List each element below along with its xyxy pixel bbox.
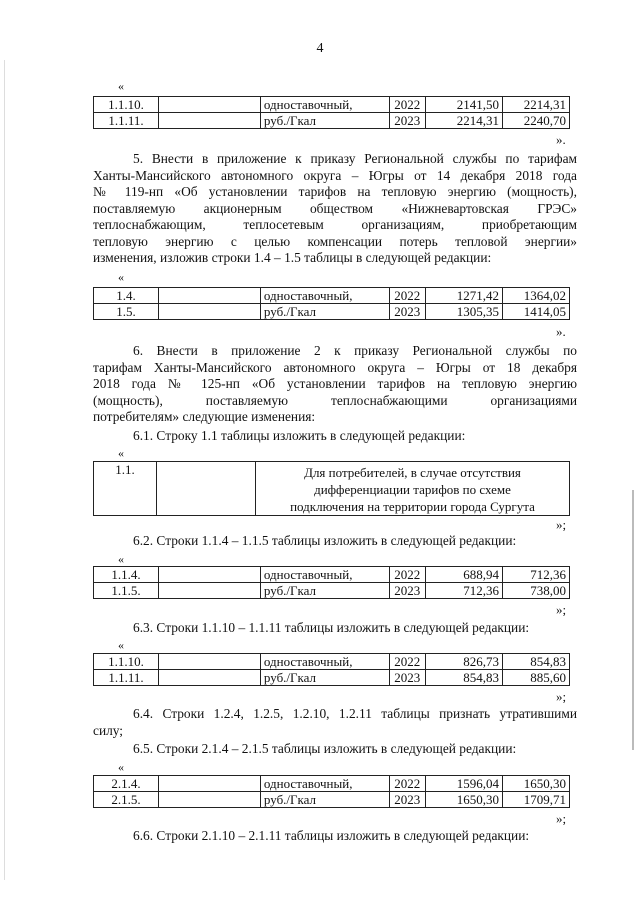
text-line: 2018 года № 125-нп «Об установлении тарифов на тепловую энергию	[93, 376, 577, 391]
blank-cell	[158, 97, 260, 113]
description-cell	[256, 462, 570, 516]
text-line: (мощность), поставляемую теплоснабжающими организациями	[93, 392, 577, 408]
blank-cell	[158, 654, 260, 670]
quote-open: «	[118, 760, 124, 774]
text-line: № 119-нп «Об установлении тарифов на тепловую энергию (мощность),	[93, 184, 577, 199]
quote-close: »;	[556, 811, 567, 826]
text-line: тепловую энергию с целью компенсации потерь тепловой энергии»	[93, 233, 577, 249]
row-number: 1.1.11.	[94, 113, 159, 129]
table-row	[94, 583, 570, 599]
paragraph-item-6-6: 6.6. Строки 2.1.10 – 2.1.11 таблицы изложить в следующей редакции:	[133, 828, 530, 843]
value-2: 2240,70	[503, 113, 570, 129]
tariff-type: одноставочный,	[260, 288, 389, 304]
text-line: изменения, изложив строки 1.4 – 1.5 таблицы в следующей редакции:	[93, 250, 492, 265]
value-2: 2214,31	[503, 97, 570, 113]
table-row	[94, 792, 570, 808]
quote-close: ».	[556, 324, 566, 339]
row-number: 1.4.	[94, 288, 159, 304]
table-item-6-3	[93, 653, 570, 686]
tariff-type: одноставочный,	[260, 97, 389, 113]
year: 2022	[389, 567, 425, 583]
year: 2023	[389, 304, 425, 320]
value-1: 1271,42	[425, 288, 502, 304]
table-item-6-2	[93, 566, 570, 599]
year: 2022	[389, 776, 425, 792]
row-number: 1.5.	[94, 304, 159, 320]
quote-close: »;	[556, 689, 567, 704]
scan-edge-mark	[4, 60, 5, 880]
description-line: подключения на территории города Сургута	[290, 499, 535, 514]
value-1: 712,36	[425, 583, 502, 599]
table-row	[94, 567, 570, 583]
tariff-type: руб./Гкал	[260, 113, 389, 129]
year: 2023	[389, 583, 425, 599]
row-number: 2.1.4.	[94, 776, 159, 792]
blank-cell	[158, 288, 260, 304]
value-2: 885,60	[503, 670, 570, 686]
year: 2022	[389, 288, 425, 304]
row-number: 1.1.10.	[94, 654, 159, 670]
value-1: 2141,50	[425, 97, 502, 113]
blank-cell	[158, 583, 260, 599]
paragraph-item-6	[93, 343, 577, 426]
blank-cell	[158, 304, 260, 320]
table-row	[94, 462, 570, 516]
value-1: 688,94	[425, 567, 502, 583]
tariff-type: руб./Гкал	[260, 670, 389, 686]
quote-open: «	[118, 79, 124, 93]
year: 2022	[389, 654, 425, 670]
value-1: 854,83	[425, 670, 502, 686]
paragraph-item-6-5: 6.5. Строки 2.1.4 – 2.1.5 таблицы изложить в следующей редакции:	[133, 741, 517, 756]
paragraph-item-6-1: 6.1. Строку 1.1 таблицы изложить в следующей редакции:	[133, 428, 466, 443]
quote-open: «	[118, 270, 124, 284]
value-1: 1596,04	[425, 776, 502, 792]
blank-cell	[157, 462, 256, 516]
blank-cell	[158, 113, 260, 129]
value-2: 712,36	[503, 567, 570, 583]
table-row	[94, 113, 570, 129]
table-row	[94, 654, 570, 670]
quote-open: «	[118, 446, 124, 460]
scan-edge-mark	[632, 490, 634, 750]
table-row	[94, 304, 570, 320]
paragraph-item-6-3: 6.3. Строки 1.1.10 – 1.1.11 таблицы изложить в следующей редакции:	[133, 620, 530, 635]
row-number: 1.1.	[94, 462, 157, 516]
table-row	[94, 288, 570, 304]
year: 2023	[389, 792, 425, 808]
tariff-type: руб./Гкал	[260, 792, 389, 808]
row-number: 1.1.4.	[94, 567, 159, 583]
tariff-type: одноставочный,	[260, 776, 389, 792]
description-line: Для потребителей, в случае отсутствия	[304, 465, 521, 480]
quote-close: ».	[556, 132, 566, 147]
table-row	[94, 776, 570, 792]
quote-open: «	[118, 552, 124, 566]
row-number: 2.1.5.	[94, 792, 159, 808]
blank-cell	[158, 776, 260, 792]
value-1: 826,73	[425, 654, 502, 670]
tariff-type: одноставочный,	[260, 567, 389, 583]
row-number: 1.1.5.	[94, 583, 159, 599]
paragraph-item-6-2: 6.2. Строки 1.1.4 – 1.1.5 таблицы изложить в следующей редакции:	[133, 533, 517, 548]
paragraph-item-6-4	[93, 706, 577, 739]
text-line: силу;	[93, 722, 124, 738]
text-line: 6.4. Строки 1.2.4, 1.2.5, 1.2.10, 1.2.11 таблицы признать утратившими	[133, 706, 577, 721]
blank-cell	[158, 567, 260, 583]
table-cont	[93, 96, 570, 129]
table-item-6-1	[93, 461, 570, 516]
table-row	[94, 97, 570, 113]
value-2: 738,00	[503, 583, 570, 599]
table-item-6-5	[93, 775, 570, 808]
value-2: 1414,05	[503, 304, 570, 320]
quote-close: »;	[556, 517, 567, 532]
text-line: Ханты-Мансийского автономного округа – Югры от 14 декабря 2018 года	[93, 167, 577, 183]
year: 2022	[389, 97, 425, 113]
value-1: 2214,31	[425, 113, 502, 129]
text-line: теплоснабжающим, теплосетевым организациям, приобретающим	[93, 217, 577, 232]
paragraph-item-5	[93, 151, 577, 267]
value-1: 1650,30	[425, 792, 502, 808]
value-2: 854,83	[503, 654, 570, 670]
quote-close: »;	[556, 602, 567, 617]
blank-cell	[158, 792, 260, 808]
value-1: 1305,35	[425, 304, 502, 320]
page-number: 4	[316, 41, 324, 56]
value-2: 1364,02	[503, 288, 570, 304]
quote-open: «	[118, 638, 124, 652]
value-2: 1650,30	[503, 776, 570, 792]
text-line: потребителям» следующие изменения:	[93, 409, 316, 424]
table-item-5	[93, 287, 570, 320]
text-line: 5. Внести в приложение к приказу Региональной службы по тарифам	[133, 151, 577, 166]
text-line: поставляемую акционерным обществом «Нижневартовская ГРЭС»	[93, 200, 577, 216]
tariff-type: руб./Гкал	[260, 304, 389, 320]
text-line: 6. Внести в приложение 2 к приказу Региональной службы по	[133, 343, 577, 358]
year: 2023	[389, 670, 425, 686]
year: 2023	[389, 113, 425, 129]
tariff-type: одноставочный,	[260, 654, 389, 670]
text-line: тарифам Ханты-Мансийского автономного округа – Югры от 18 декабря	[93, 359, 577, 375]
value-2: 1709,71	[503, 792, 570, 808]
row-number: 1.1.11.	[94, 670, 159, 686]
description-line: дифференциации тарифов по схеме	[314, 482, 511, 497]
table-row	[94, 670, 570, 686]
row-number: 1.1.10.	[94, 97, 159, 113]
tariff-type: руб./Гкал	[260, 583, 389, 599]
blank-cell	[158, 670, 260, 686]
